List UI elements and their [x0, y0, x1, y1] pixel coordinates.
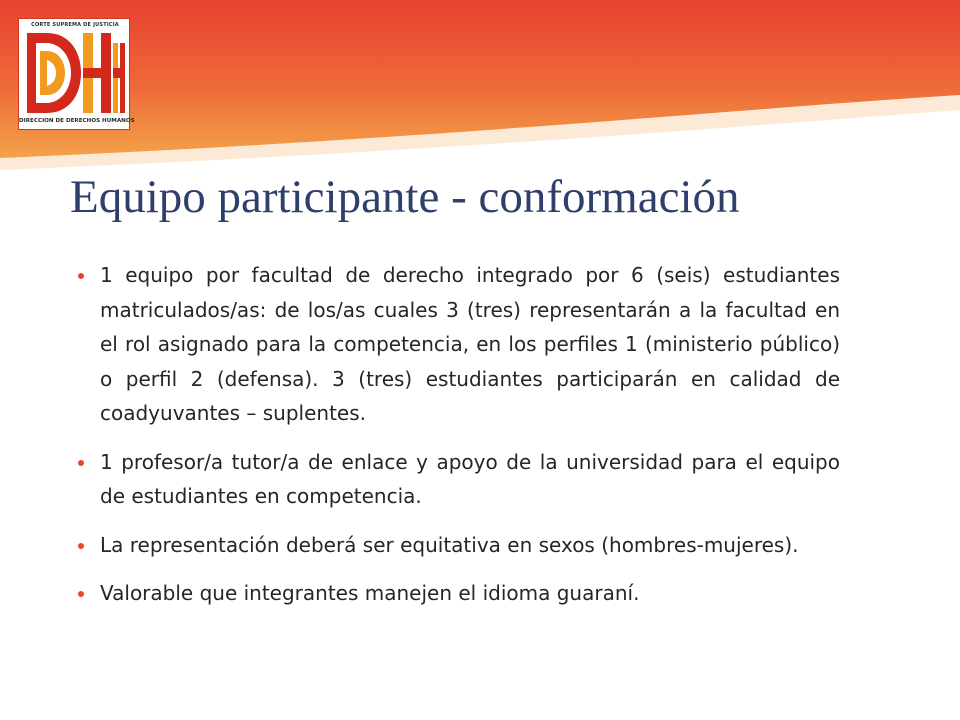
header-banner [0, 0, 960, 170]
logo-top-text: CORTE SUPREMA DE JUSTICIA [31, 22, 119, 28]
slide-title: Equipo participante - conformación [70, 171, 740, 223]
bullet-item-team [78, 258, 840, 431]
bullet-text: 1 equipo por facultad de derecho integrado por 6 (seis) estudiantes matriculados/as: de los/as cuales 3 (tres) representarán a la facultad en el rol asignado para la competencia, en los perfiles 1 (ministerio público) o perfil 2 (defensa). 3 (tres) estudiantes participarán en calidad de coadyuvantes – suplentes. [100, 263, 840, 425]
bullet-text: 1 profesor/a tutor/a de enlace y apoyo de la universidad para el equipo de estudiantes en competencia. [100, 449, 840, 508]
bullet-text: Valorable que integrantes manejen el idioma guaraní. [100, 581, 640, 605]
bullet-icon [78, 273, 84, 279]
ddhh-emblem-icon [25, 31, 125, 115]
bullet-item-language [78, 576, 840, 611]
bullet-item-representation [78, 528, 840, 563]
bullet-item-tutor [78, 445, 840, 514]
bullet-list [78, 258, 840, 625]
bullet-icon [78, 543, 84, 549]
bullet-icon [78, 591, 84, 597]
logo-bottom-text: DIRECCION DE DERECHOS HUMANOS [19, 118, 135, 124]
ddhh-logo [18, 18, 135, 130]
bullet-text: La representación deberá ser equitativa en sexos (hombres-mujeres). [100, 532, 799, 557]
bullet-icon [78, 460, 84, 466]
